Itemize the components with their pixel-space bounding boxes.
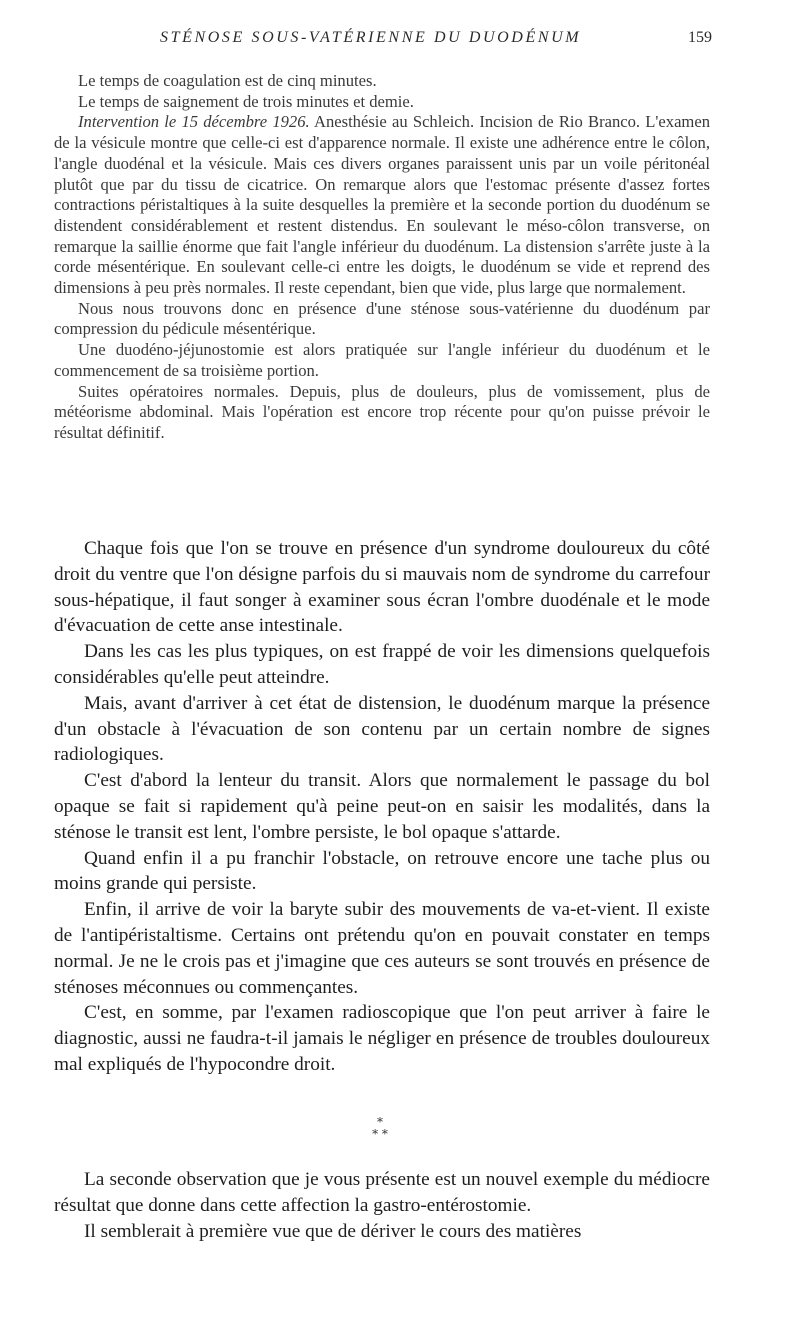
discussion-paragraph-4: C'est d'abord la lenteur du transit. Alors que normalement le passage du bol opaque se fait si rapidement qu'à peine peut-on en saisir les modalités, dans la sténose le transit est lent, l'ombre persiste, le bol opaque s'attarde. [54,770,710,843]
observation-stenose: Nous nous trouvons donc en présence d'une sténose sous-vatérienne du duodénum par compression du pédicule mésentérique. [54,298,710,339]
running-title: STÉNOSE SOUS-VATÉRIENNE DU DUODÉNUM [160,29,582,46]
intervention-text: Anesthésie au Schleich. Incision de Rio Branco. L'examen de la vésicule montre que celle-ci est d'apparence normale. Il existe une adhérence entre le côlon, l'angle duodénal et la vésicule. Mais ces divers organes paraissent unis par un voile péritonéal plutôt que par du tissu de cicatrice. On remarque alors que l'estomac présente d'assez fortes contractions péristaltiques à la suite desquelles la première et la seconde portion du duodénum se distendent considérablement et restent distendus. En soulevant le méso-côlon transverse, on remarque la saillie énorme que fait l'angle inférieur du duodénum. La distension s'arrête juste à la corde mésentérique. En soulevant celle-ci entre les doigts, le duodénum se vide et reprend des dimensions à peu près normales. Il reste cependant, bien que vide, plus large que normalement. [54,112,710,298]
observation-suites: Suites opératoires normales. Depuis, plus de douleurs, plus de vomissement, plus de météorisme abdominal. Mais l'opération est encore trop récente pour qu'on puisse prévoir le résultat définitif. [54,381,710,442]
page-number: 159 [688,29,712,46]
discussion-text [54,536,710,1078]
discussion-paragraph-1: Chaque fois que l'on se trouve en présence d'un syndrome douloureux du côté droit du ventre que l'on désigne parfois du si mauvais nom de syndrome du carrefour sous-hépatique, il faut songer à examiner sous écran l'ombre duodénale et le mode d'évacuation de cette anse intestinale. [54,538,710,637]
observation-line-saignement: Le temps de saignement de trois minutes et demie. [78,91,414,111]
closing-paragraph-2: Il semblerait à première vue que de dériver le cours des matières [84,1220,582,1242]
intervention-label: Intervention le 15 décembre 1926. [78,112,310,132]
clinical-observation [54,71,710,444]
closing-paragraph-1: La seconde observation que je vous présente est un nouvel exemple du médiocre résultat que donne dans cette affection la gastro-entérostomie. [54,1169,710,1216]
discussion-paragraph-5: Quand enfin il a pu franchir l'obstacle, on retrouve encore une tache plus ou moins grande qui persiste. [54,847,710,895]
discussion-paragraph-2: Dans les cas les plus typiques, on est frappé de voir les dimensions quelquefois considérables qu'elle peut atteindre. [54,641,710,688]
observation-intervention [54,112,710,298]
discussion-paragraph-7: C'est, en somme, par l'examen radioscopique que l'on peut arriver à faire le diagnostic, aussi ne faudra-t-il jamais le négliger en présence de troubles douloureux mal expliqués de l'hypocondre droit. [54,1002,710,1075]
asterism-bottom: * * [372,1127,388,1141]
closing-text [54,1167,710,1244]
observation-anastomose: Une duodéno-jéjunostomie est alors pratiquée sur l'angle inférieur du duodénum et le commencement de sa troisième portion. [54,340,710,380]
asterism-top: * [377,1115,383,1129]
discussion-paragraph-6: Enfin, il arrive de voir la baryte subir des mouvements de va-et-vient. Il existe de l'antipéristaltisme. Certains ont prétendu qu'on en pouvait constater en temps normal. Je ne le crois pas et j'imagine que ces auteurs se sont trouvés en présence de sténoses méconnues ou commençantes. [54,899,710,998]
discussion-paragraph-3: Mais, avant d'arriver à cet état de distension, le duodénum marque la présence d'un obstacle à l'évacuation de son contenu par un certain nombre de signes radiologiques. [54,692,710,766]
observation-line-coagulation: Le temps de coagulation est de cinq minutes. [78,71,377,90]
page-header [0,29,800,53]
section-asterism [360,1116,400,1140]
